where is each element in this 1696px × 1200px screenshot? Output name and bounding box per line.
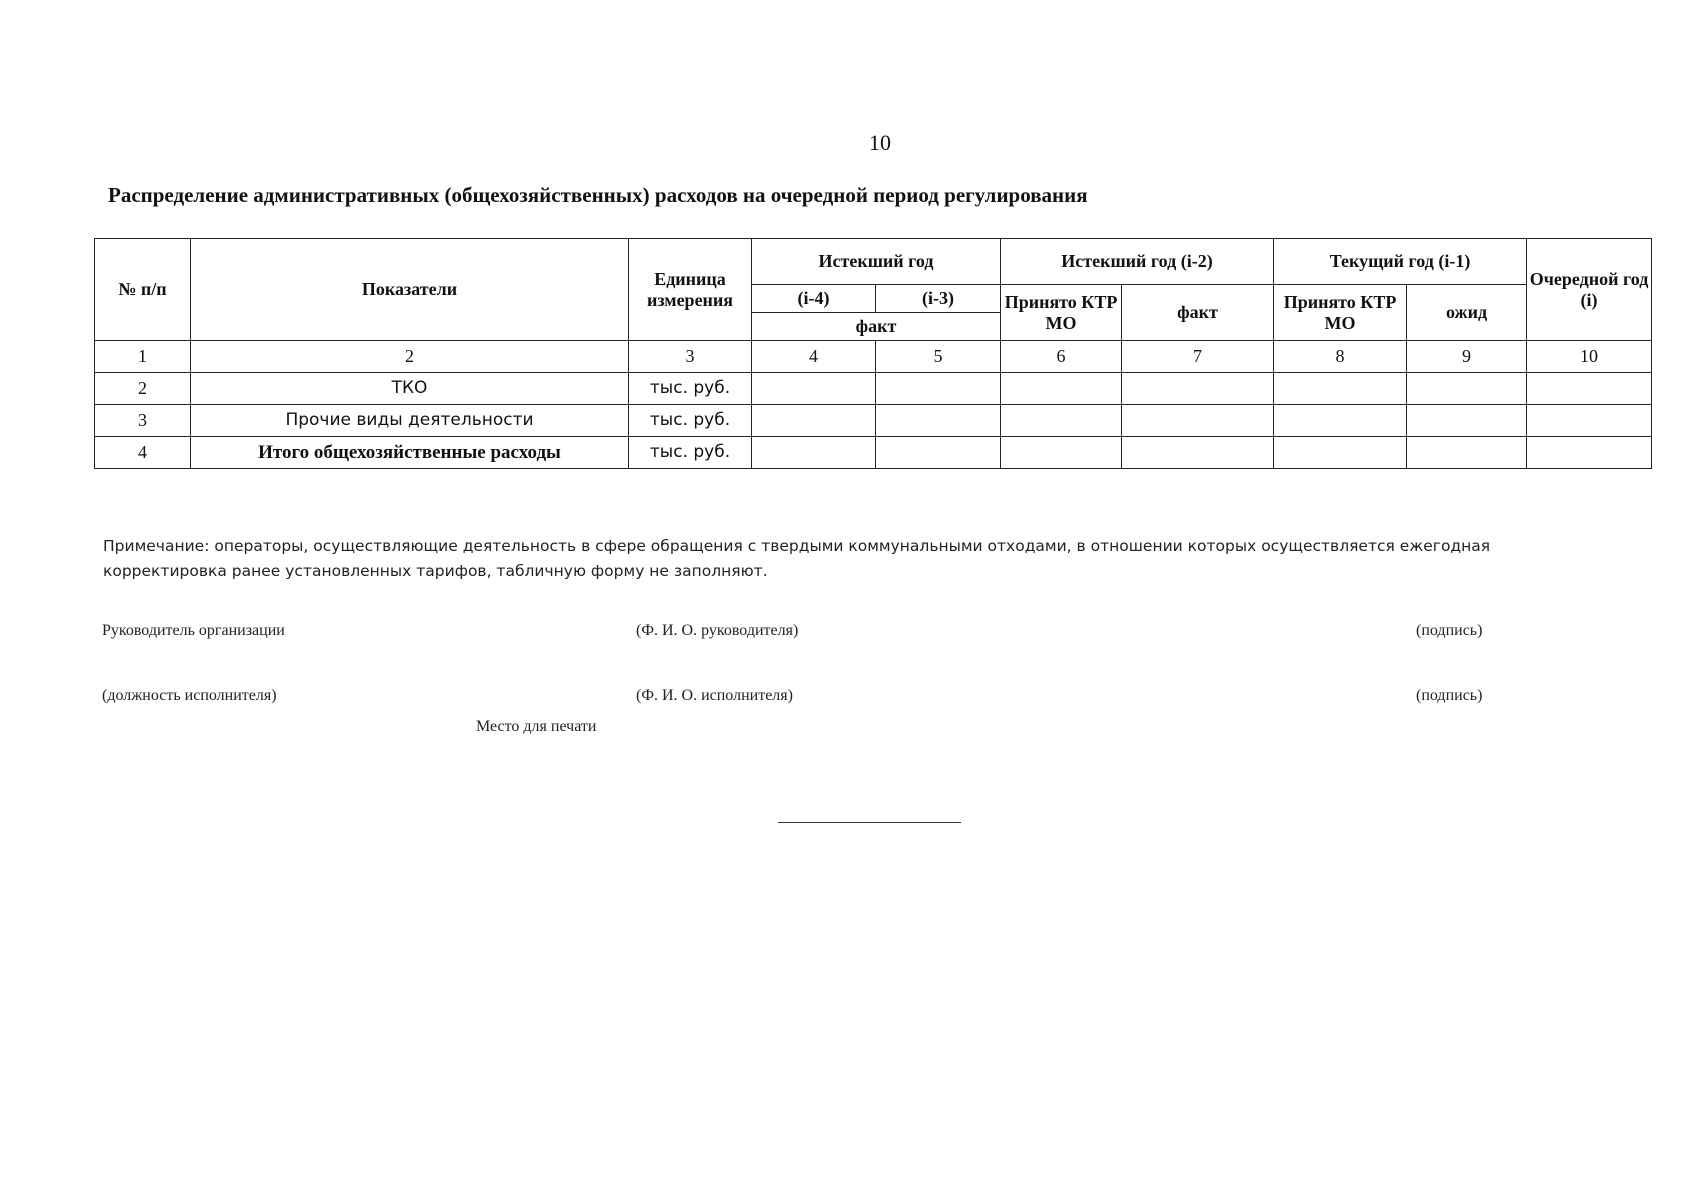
value-cell[interactable] <box>876 405 1001 437</box>
header-num: № п/п <box>95 239 191 341</box>
col-number: 9 <box>1407 341 1527 373</box>
header-accepted-ktr-i1: Принято КТР МО <box>1274 285 1407 341</box>
table-row <box>95 405 1652 437</box>
header-unit: Единица измерения <box>629 239 752 341</box>
value-cell[interactable] <box>752 373 876 405</box>
header-fact-i2: факт <box>1122 285 1274 341</box>
value-cell[interactable] <box>1001 437 1122 469</box>
value-cell[interactable] <box>1407 373 1527 405</box>
col-number: 7 <box>1122 341 1274 373</box>
value-cell[interactable] <box>1274 373 1407 405</box>
row-num: 4 <box>95 437 191 469</box>
document-title: Распределение административных (общехозяйственных) расходов на очередной период регулирования <box>108 183 1088 207</box>
value-cell[interactable] <box>1527 405 1652 437</box>
header-current-year: Текущий год (i-1) <box>1274 239 1527 285</box>
col-number: 6 <box>1001 341 1122 373</box>
header-i4: (i-4) <box>752 285 876 313</box>
value-cell[interactable] <box>1122 373 1274 405</box>
value-cell[interactable] <box>1001 373 1122 405</box>
header-past-year-i2: Истекший год (i-2) <box>1001 239 1274 285</box>
value-cell[interactable] <box>876 437 1001 469</box>
header-fact: факт <box>752 313 1001 341</box>
value-cell[interactable] <box>1274 405 1407 437</box>
row-name: Прочие виды деятельности <box>191 405 629 437</box>
head-label: Руководитель организации <box>102 622 285 639</box>
executor-position: (должность исполнителя) <box>102 687 277 704</box>
col-number: 8 <box>1274 341 1407 373</box>
row-unit: тыс. руб. <box>629 405 752 437</box>
page-number: 10 <box>869 130 891 155</box>
col-number: 4 <box>752 341 876 373</box>
value-cell[interactable] <box>1527 373 1652 405</box>
row-unit: тыс. руб. <box>629 437 752 469</box>
expenses-table <box>94 238 1652 469</box>
header-indicators: Показатели <box>191 239 629 341</box>
header-next-year: Очередной год (i) <box>1527 239 1652 341</box>
col-number: 1 <box>95 341 191 373</box>
closing-rule <box>778 822 961 823</box>
row-num: 3 <box>95 405 191 437</box>
value-cell[interactable] <box>876 373 1001 405</box>
row-name: ТКО <box>191 373 629 405</box>
col-number: 10 <box>1527 341 1652 373</box>
value-cell[interactable] <box>1001 405 1122 437</box>
value-cell[interactable] <box>752 405 876 437</box>
value-cell[interactable] <box>1407 405 1527 437</box>
col-number: 3 <box>629 341 752 373</box>
value-cell[interactable] <box>1274 437 1407 469</box>
value-cell[interactable] <box>1407 437 1527 469</box>
col-number: 2 <box>191 341 629 373</box>
header-i3: (i-3) <box>876 285 1001 313</box>
header-accepted-ktr: Принято КТР МО <box>1001 285 1122 341</box>
header-past-year: Истекший год <box>752 239 1001 285</box>
col-number: 5 <box>876 341 1001 373</box>
value-cell[interactable] <box>1527 437 1652 469</box>
value-cell[interactable] <box>1122 437 1274 469</box>
executor-fio: (Ф. И. О. исполнителя) <box>636 687 793 704</box>
row-num: 2 <box>95 373 191 405</box>
value-cell[interactable] <box>752 437 876 469</box>
executor-signature: (подпись) <box>1416 687 1483 704</box>
row-name-total: Итого общехозяйственные расходы <box>191 437 629 469</box>
table-row <box>95 373 1652 405</box>
row-unit: тыс. руб. <box>629 373 752 405</box>
header-expected: ожид <box>1407 285 1527 341</box>
head-signature: (подпись) <box>1416 622 1483 639</box>
table-row-total <box>95 437 1652 469</box>
value-cell[interactable] <box>1122 405 1274 437</box>
note-text: Примечание: операторы, осуществляющие деятельность в сфере обращения с твердыми коммунальными отходами, в отношении которых осуществляется ежегодная корректировка ранее установленных тарифов, табличную форму не заполняют. <box>103 537 1491 580</box>
stamp-place: Место для печати <box>476 718 597 735</box>
head-fio: (Ф. И. О. руководителя) <box>636 622 799 639</box>
